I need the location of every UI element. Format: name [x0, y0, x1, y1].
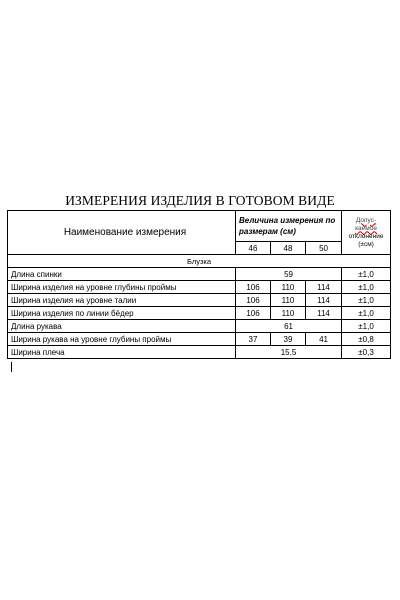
table-row: [8, 307, 391, 320]
size-46: 46: [236, 242, 271, 255]
row-tolerance: ±1,0: [342, 320, 391, 333]
row-value-48: 110: [271, 281, 306, 294]
row-value-48: 39: [271, 333, 306, 346]
table-row: [8, 346, 391, 359]
page-title: ИЗМЕРЕНИЯ ИЗДЕЛИЯ В ГОТОВОМ ВИДЕ: [65, 193, 335, 208]
row-tolerance: ±0,8: [342, 333, 391, 346]
row-tolerance: ±1,0: [342, 281, 391, 294]
row-tolerance: ±1,0: [342, 307, 391, 320]
header-tolerance: [342, 211, 391, 255]
row-value-48: 110: [271, 294, 306, 307]
row-value: 61: [236, 320, 342, 333]
header-tolerance-bot: (±см): [358, 240, 374, 248]
table-row: [8, 281, 391, 294]
row-value-46: 106: [236, 281, 271, 294]
row-name: Длина спинки: [8, 268, 236, 281]
table-header-row: [8, 211, 391, 242]
header-measurement-name: Наименование измерения: [8, 211, 236, 255]
row-value-46: 106: [236, 307, 271, 320]
table-row: [8, 333, 391, 346]
row-value-50: 114: [306, 307, 342, 320]
row-value-50: 114: [306, 294, 342, 307]
row-name: Ширина изделия по линии бёдер: [8, 307, 236, 320]
row-tolerance: ±1,0: [342, 268, 391, 281]
measurements-table: [7, 210, 391, 359]
row-value-50: 114: [306, 281, 342, 294]
row-name: Ширина плеча: [8, 346, 236, 359]
header-tolerance-mid: отклонение: [348, 232, 384, 240]
row-value-48: 110: [271, 307, 306, 320]
table-row: [8, 294, 391, 307]
size-48: 48: [271, 242, 306, 255]
header-sizes: Величина измерения по размерам (см): [236, 211, 342, 242]
section-row: [8, 255, 391, 268]
size-50: 50: [306, 242, 342, 255]
row-tolerance: ±0,3: [342, 346, 391, 359]
row-value-46: 37: [236, 333, 271, 346]
row-value: 15.5: [236, 346, 342, 359]
row-name: Ширина рукава на уровне глубины проймы: [8, 333, 236, 346]
header-tolerance-top: Допус-каемое: [355, 216, 377, 232]
row-tolerance: ±1,0: [342, 294, 391, 307]
row-value: 59: [236, 268, 342, 281]
row-name: Ширина изделия на уровне талии: [8, 294, 236, 307]
row-name: Ширина изделия на уровне глубины проймы: [8, 281, 236, 294]
table-row: [8, 268, 391, 281]
section-title: Блузка: [8, 255, 391, 268]
row-value-46: 106: [236, 294, 271, 307]
table-row: [8, 320, 391, 333]
row-name: Длина рукава: [8, 320, 236, 333]
text-cursor: [11, 362, 12, 372]
row-value-50: 41: [306, 333, 342, 346]
